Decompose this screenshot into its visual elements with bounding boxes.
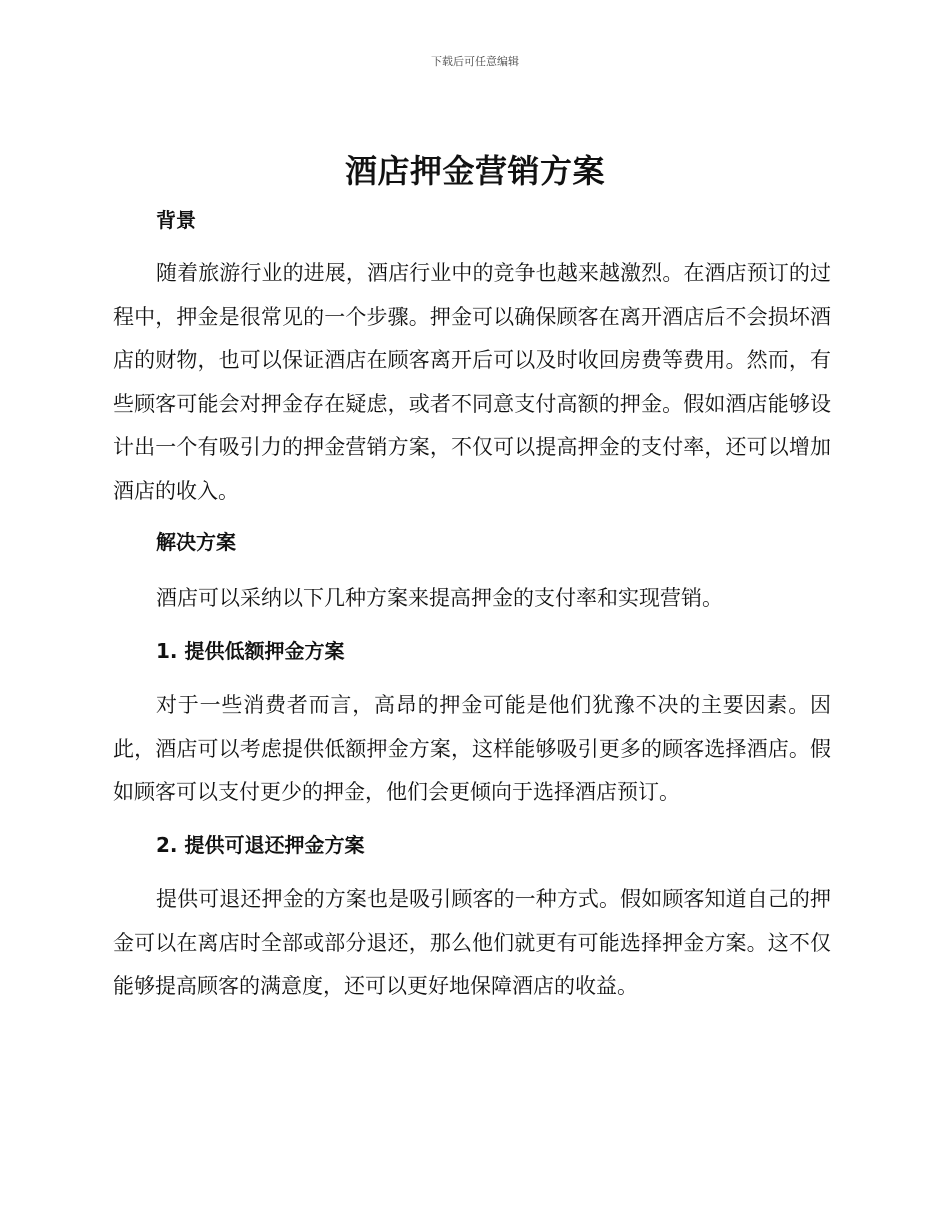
heading-solution: 解决方案 xyxy=(156,530,236,554)
heading-option-1: 1. 提供低额押金方案 xyxy=(156,639,345,663)
paragraph-solution: 酒店可以采纳以下几种方案来提高押金的支付率和实现营销。 xyxy=(156,586,723,610)
paragraph-option-2: 提供可退还押金的方案也是吸引顾客的一种方式。假如顾客知道自己的押金可以在离店时全部或部分退还，那么他们就更有可能选择押金方案。这不仅能够提高顾客的满意度，还可以更好地保障酒店的收益。 xyxy=(113,887,831,998)
paragraph-option-1: 对于一些消费者而言，高昂的押金可能是他们犹豫不决的主要因素。因此，酒店可以考虑提供低额押金方案，这样能够吸引更多的顾客选择酒店。假如顾客可以支付更少的押金，他们会更倾向于选择酒店预订。 xyxy=(113,693,831,804)
header-note: 下载后可任意编辑 xyxy=(431,55,519,68)
document-title: 酒店押金营销方案 xyxy=(344,152,605,190)
paragraph-background: 随着旅游行业的进展，酒店行业中的竞争也越来越激烈。在酒店预订的过程中，押金是很常见的一个步骤。押金可以确保顾客在离开酒店后不会损坏酒店的财物，也可以保证酒店在顾客离开后可以及时收回房费等费用。然而，有些顾客可能会对押金存在疑虑，或者不同意支付高额的押金。假如酒店能够设计出一个有吸引力的押金营销方案，不仅可以提高押金的支付率，还可以增加酒店的收入。 xyxy=(113,261,831,503)
heading-background: 背景 xyxy=(156,208,196,232)
heading-option-2: 2. 提供可退还押金方案 xyxy=(156,833,365,857)
